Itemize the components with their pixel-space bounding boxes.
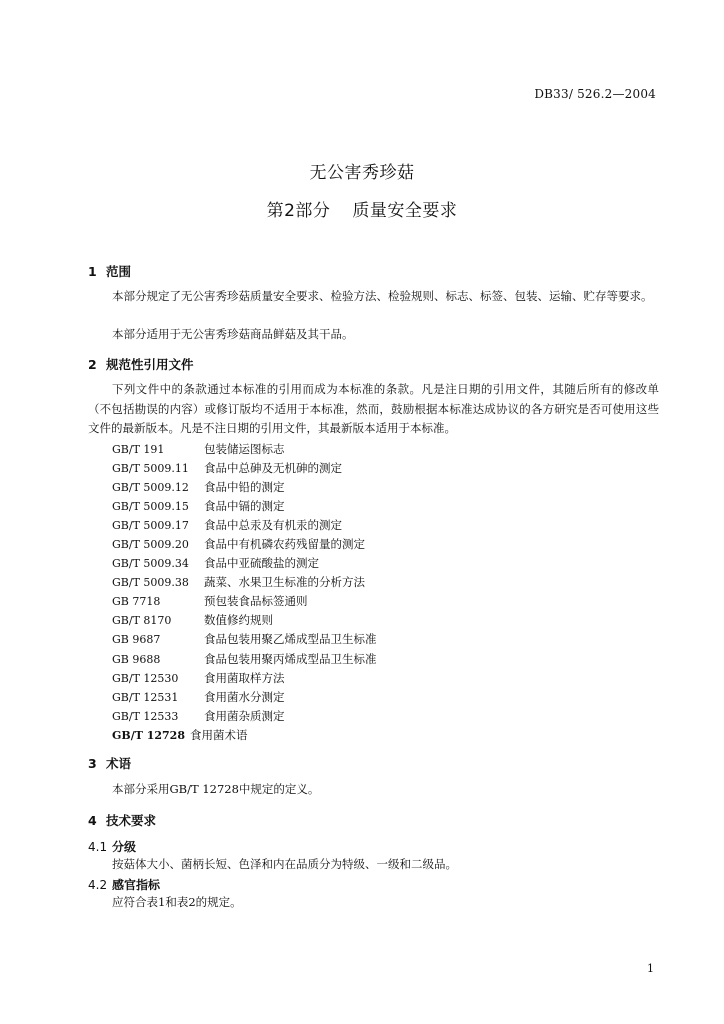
reference-code: GB/T 5009.15 <box>112 500 189 514</box>
reference-title: 食品中亚硫酸盐的测定 <box>204 556 319 571</box>
reference-title: 数值修约规则 <box>204 613 273 628</box>
subsection-number: 4.1 <box>88 840 108 854</box>
reference-title: 食品中总砷及无机砷的测定 <box>204 461 342 476</box>
subsection-title: 分级 <box>112 840 137 854</box>
reference-code: GB/T 5009.20 <box>112 538 189 552</box>
section-1-paragraph-1: 本部分规定了无公害秀珍菇质量安全要求、检验方法、检验规则、标志、标签、包装、运输、贮存等要求。 <box>112 289 653 303</box>
reference-code: GB/T 12530 <box>112 671 179 685</box>
reference-code: GB/T 5009.11 <box>112 462 189 476</box>
section-title: 术语 <box>106 756 132 771</box>
reference-code: GB 7718 <box>112 595 161 609</box>
reference-item <box>112 459 377 478</box>
section-4-heading <box>88 811 156 829</box>
section-2-paragraph-1: 下列文件中的条款通过本标准的引用而成为本标准的条款。凡是注日期的引用文件，其随后所有的修改单（不包括勘误的内容）或修订版均不适用于本标准，然而，鼓励根据本标准达成协议的各方研究是否可使用这些文件的最新版本。凡是不注日期的引用文件，其最新版本适用于本标准。 <box>88 382 659 435</box>
reference-item <box>112 497 377 516</box>
reference-item <box>112 535 377 554</box>
reference-title: 蔬菜、水果卫生标准的分析方法 <box>204 575 365 590</box>
reference-title: 食品中总汞及有机汞的测定 <box>204 518 342 533</box>
reference-title: 食品包装用聚丙烯成型品卫生标准 <box>204 651 377 666</box>
subsection-number: 4.2 <box>88 878 108 892</box>
document-title: 无公害秀珍菇 <box>309 163 415 183</box>
reference-item <box>112 669 377 688</box>
reference-item <box>112 440 377 459</box>
section-number: 1 <box>88 264 97 279</box>
standard-code: DB33/ 526.2—2004 <box>534 87 656 101</box>
reference-title: 预包装食品标签通则 <box>204 594 308 609</box>
subsection-4-2-paragraph: 应符合表1和表2的规定。 <box>112 895 242 909</box>
subsection-title: 感官指标 <box>112 878 161 892</box>
subsection-4-2-heading <box>88 876 160 893</box>
reference-item <box>112 554 377 573</box>
reference-title: 食用菌杂质测定 <box>204 708 285 723</box>
part-title <box>0 196 724 221</box>
reference-title: 食品包装用聚乙烯成型品卫生标准 <box>204 632 377 647</box>
reference-item <box>112 630 377 649</box>
reference-code: GB/T 5009.12 <box>112 481 189 495</box>
reference-item <box>112 573 377 592</box>
section-number: 4 <box>88 813 97 828</box>
reference-title: 食品中铅的测定 <box>204 480 285 495</box>
reference-item <box>112 611 377 630</box>
page-number: 1 <box>647 962 654 975</box>
section-title: 规范性引用文件 <box>106 357 194 372</box>
reference-title: 食用菌术语 <box>190 727 248 742</box>
reference-item <box>112 592 377 611</box>
reference-code: GB 9688 <box>112 652 161 666</box>
reference-item <box>112 478 377 497</box>
reference-item <box>112 726 377 745</box>
reference-item <box>112 516 377 535</box>
section-3-paragraph-1: 本部分采用GB/T 12728中规定的定义。 <box>112 782 320 796</box>
reference-item <box>112 707 377 726</box>
section-title: 范围 <box>106 264 132 279</box>
section-3-heading <box>88 754 131 772</box>
part-title-text: 质量安全要求 <box>352 201 458 221</box>
reference-code: GB/T 12533 <box>112 709 179 723</box>
reference-code: GB/T 12728 <box>112 728 185 742</box>
reference-code: GB/T 8170 <box>112 614 172 628</box>
reference-title: 食用菌水分测定 <box>204 689 285 704</box>
reference-code: GB/T 5009.17 <box>112 519 189 533</box>
reference-code: GB/T 5009.38 <box>112 576 189 590</box>
reference-item <box>112 650 377 669</box>
section-1-paragraph-2: 本部分适用于无公害秀珍菇商品鲜菇及其干品。 <box>112 327 354 341</box>
reference-code: GB/T 191 <box>112 443 165 456</box>
reference-code: GB 9687 <box>112 633 161 647</box>
reference-item <box>112 688 377 707</box>
reference-title: 食品中镉的测定 <box>204 499 285 514</box>
section-1-heading <box>88 262 131 280</box>
subsection-4-1-heading <box>88 838 136 855</box>
reference-code: GB/T 12531 <box>112 690 179 704</box>
section-number: 3 <box>88 756 97 771</box>
subsection-4-1-paragraph: 按菇体大小、菌柄长短、色泽和内在品质分为特级、一级和二级品。 <box>112 857 457 871</box>
part-number: 第2部分 <box>266 201 331 221</box>
reference-title: 食用菌取样方法 <box>204 670 285 685</box>
normative-reference-list <box>112 440 377 745</box>
reference-code: GB/T 5009.34 <box>112 557 189 571</box>
section-2-heading <box>88 355 194 373</box>
reference-title: 包装储运图标志 <box>204 442 285 456</box>
section-title: 技术要求 <box>106 813 157 828</box>
section-number: 2 <box>88 357 97 372</box>
reference-title: 食品中有机磷农药残留量的测定 <box>204 537 365 552</box>
